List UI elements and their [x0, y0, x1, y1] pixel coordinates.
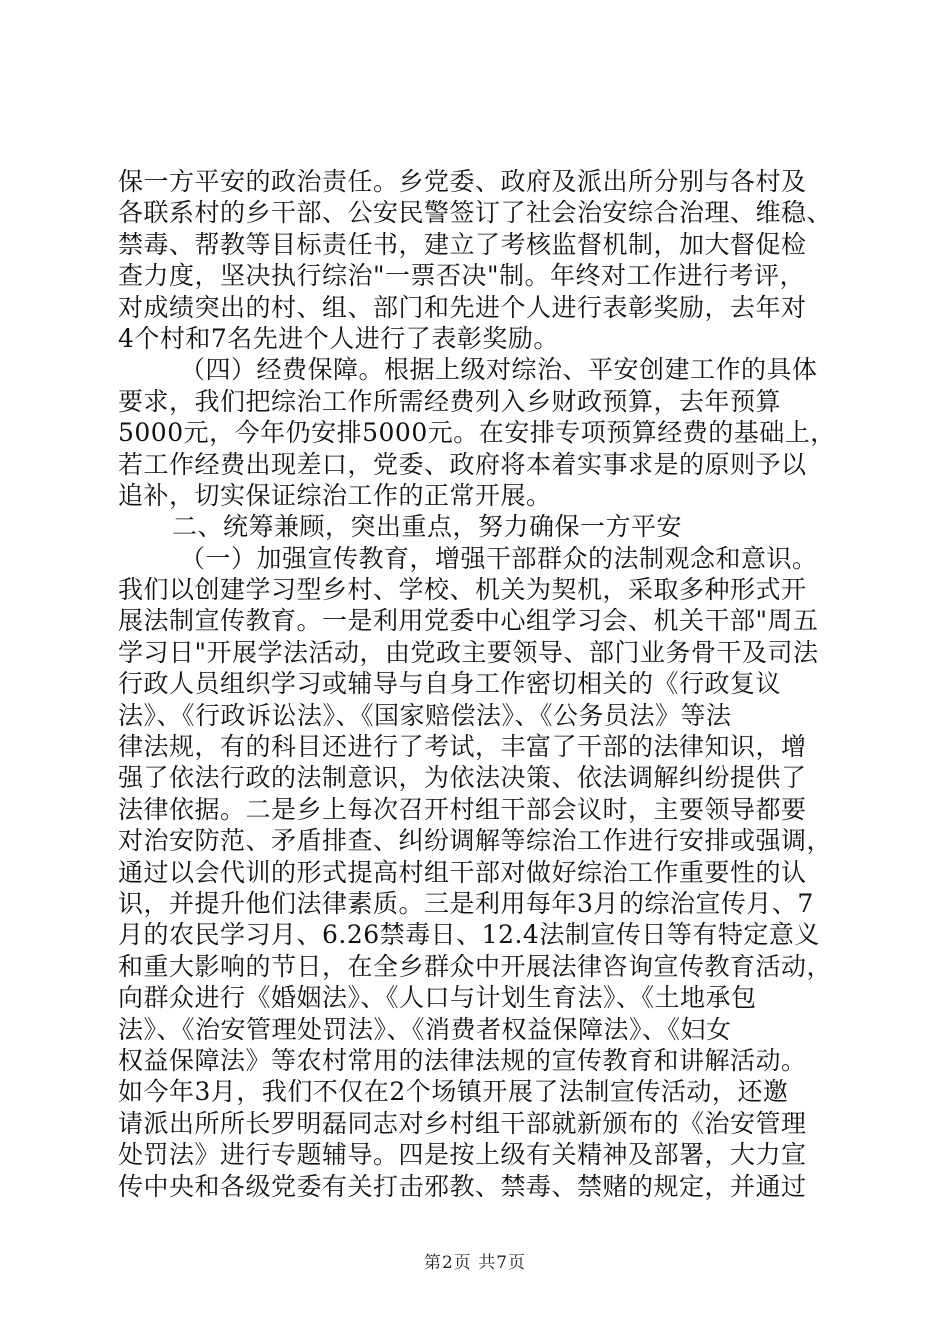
text-line: 保一方平安的政治责任。乡党委、政府及派出所分别与各村及	[118, 167, 807, 196]
text-line: 5000元，今年仍安排5000元。在安排专项预算经费的基础上，	[118, 418, 836, 448]
text-line: 禁毒、帮教等目标责任书，建立了考核监督机制，加大督促检	[118, 229, 807, 259]
text-line: 和重大影响的节日，在全乡群众中开展法律咨询宣传教育活动，	[118, 951, 833, 981]
section-heading-two: 二、统筹兼顾，突出重点，努力确保一方平安	[172, 512, 683, 542]
text-line: 学习日"开展学法活动，由党政主要领导、部门业务骨干及司法	[118, 637, 819, 667]
text-line: 追补，切实保证综治工作的正常开展。	[118, 480, 552, 510]
text-line: 展法制宣传教育。一是利用党委中心组学习会、机关干部"周五	[118, 606, 819, 636]
text-line: 处罚法》进行专题辅导。四是按上级有关精神及部署，大力宣	[118, 1140, 807, 1170]
text-line: 法律依据。二是乡上每次召开村组干部会议时，主要领导都要	[118, 794, 807, 824]
text-line: 各联系村的乡干部、公安民警签订了社会治安综合治理、维稳、	[118, 198, 833, 228]
text-line: 请派出所所长罗明磊同志对乡村组干部就新颁布的《治安管理	[118, 1108, 807, 1138]
text-line: 我们以创建学习型乡村、学校、机关为契机，采取多种形式开	[118, 575, 807, 605]
text-line: 如今年3月，我们不仅在2个场镇开展了法制宣传活动，还邀	[118, 1077, 789, 1107]
text-line: 强了依法行政的法制意识，为依法决策、依法调解纠纷提供了	[118, 763, 807, 793]
text-line: 对成绩突出的村、组、部门和先进个人进行表彰奖励，去年对	[118, 292, 807, 322]
text-line: 识，并提升他们法律素质。三是利用每年3月的综治宣传月、7	[118, 888, 814, 918]
text-line: 权益保障法》等农村常用的法律法规的宣传教育和讲解活动。	[118, 1045, 807, 1075]
page-number-footer: 第2页 共7页	[423, 1253, 527, 1273]
text-line: 要求，我们把综治工作所需经费列入乡财政预算，去年预算	[118, 386, 782, 416]
text-line: 对治安防范、矛盾排查、纠纷调解等综治工作进行安排或强调，	[118, 826, 833, 856]
text-line: 律法规，有的科目还进行了考试，丰富了干部的法律知识，增	[118, 732, 807, 762]
text-line: 查力度，坚决执行综治"一票否决"制。年终对工作进行考评，	[118, 261, 806, 291]
text-line: 法》、《治安管理处罚法》、《消费者权益保障法》、《妇女	[118, 1014, 732, 1044]
text-line: 法》、《行政诉讼法》、《国家赔偿法》、《公务员法》等法	[118, 700, 732, 730]
section-heading-funding: （四）经费保障。根据上级对综治、平安创建工作的具体	[180, 355, 818, 385]
text-line: 月的农民学习月、6.26禁毒日、12.4法制宣传日等有特定意义	[118, 920, 820, 950]
text-line: 传中央和各级党委有关打击邪教、禁毒、禁赌的规定，并通过	[118, 1171, 807, 1201]
text-line: 通过以会代训的形式提高村组干部对做好综治工作重要性的认	[118, 857, 807, 887]
section-heading-publicity: （一）加强宣传教育，增强干部群众的法制观念和意识。	[180, 543, 818, 573]
document-body	[118, 166, 838, 1202]
text-line: 行政人员组织学习或辅导与自身工作密切相关的《行政复议	[118, 669, 782, 699]
text-line: 向群众进行《婚姻法》、《人口与计划生育法》、《土地承包	[118, 983, 757, 1013]
text-line: 4个村和7名先进个人进行了表彰奖励。	[118, 323, 559, 353]
text-line: 若工作经费出现差口，党委、政府将本着实事求是的原则予以	[118, 449, 807, 479]
